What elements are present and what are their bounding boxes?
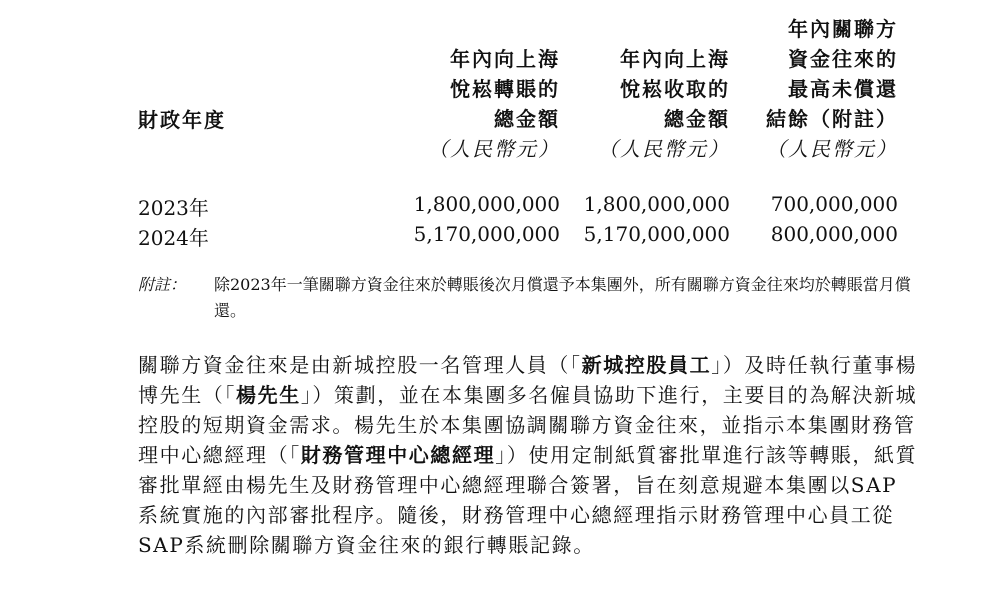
body-paragraph — [138, 350, 918, 560]
footnote-text: 除2023年一筆關聯方資金往來於轉賬後次月償還予本集團外，所有關聯方資金往來均於轉賬當月償還。 — [214, 275, 911, 320]
header-line: 總金額 — [494, 107, 560, 131]
table-row — [0, 222, 1000, 252]
paragraph-text: 」）策劃，並在本集團多名僱員協助下進行，主要目的為解決新城控股的短期資金需求。楊先生於本集團協調關聯方資金往來，並指示本集團財務管理中心總經理（「 — [138, 383, 918, 467]
column-header-received-total — [570, 44, 730, 164]
header-line: 年內關聯方 — [788, 17, 898, 41]
paragraph-text: 」）使用定制紙質審批單進行該等轉賬，紙質審批單經由楊先生及財務管理中心總經理聯合簽署，旨在刻意規避本集團以SAP系統實施的內部審批程序。隨後，財務管理中心總經理指示財務管理中心員工從SAP系統刪除關聯方資金往來的銀行轉賬記錄。 — [138, 443, 918, 557]
header-line: 結餘（附註） — [766, 107, 898, 131]
column-header-max-outstanding — [738, 14, 898, 164]
row-value-received: 1,800,000,000 — [583, 192, 730, 216]
row-year: 2024年 — [138, 226, 209, 250]
defined-term: 楊先生 — [236, 383, 301, 407]
header-unit: （人民幣元） — [598, 137, 730, 161]
row-value-transfer: 5,170,000,000 — [413, 222, 560, 246]
header-line: 悅崧收取的 — [620, 77, 730, 101]
header-line: 資金往來的 — [788, 47, 898, 71]
header-unit: （人民幣元） — [766, 137, 898, 161]
defined-term: 財務管理中心總經理 — [300, 443, 496, 467]
header-line: 年內向上海 — [450, 47, 560, 71]
row-value-transfer: 1,800,000,000 — [413, 192, 560, 216]
header-line: 最高未償還 — [788, 77, 898, 101]
row-year: 2023年 — [138, 196, 209, 220]
header-unit: （人民幣元） — [428, 137, 560, 161]
row-value-max-outstanding: 700,000,000 — [770, 192, 898, 216]
table-row — [0, 192, 1000, 222]
fiscal-year-header: 財政年度 — [138, 108, 226, 132]
header-line: 悅崧轉賬的 — [450, 77, 560, 101]
header-line: 總金額 — [664, 107, 730, 131]
header-line: 年內向上海 — [620, 47, 730, 71]
paragraph-text: 」）及時任執行董事楊博先生（「 — [138, 353, 918, 407]
row-value-max-outstanding: 800,000,000 — [770, 222, 898, 246]
column-header-transfer-total — [400, 44, 560, 164]
defined-term: 新城控股員工 — [581, 353, 712, 377]
paragraph-text: 關聯方資金往來是由新城控股一名管理人員（「 — [138, 353, 582, 377]
footnote-label: 附註： — [138, 275, 187, 294]
row-value-received: 5,170,000,000 — [583, 222, 730, 246]
